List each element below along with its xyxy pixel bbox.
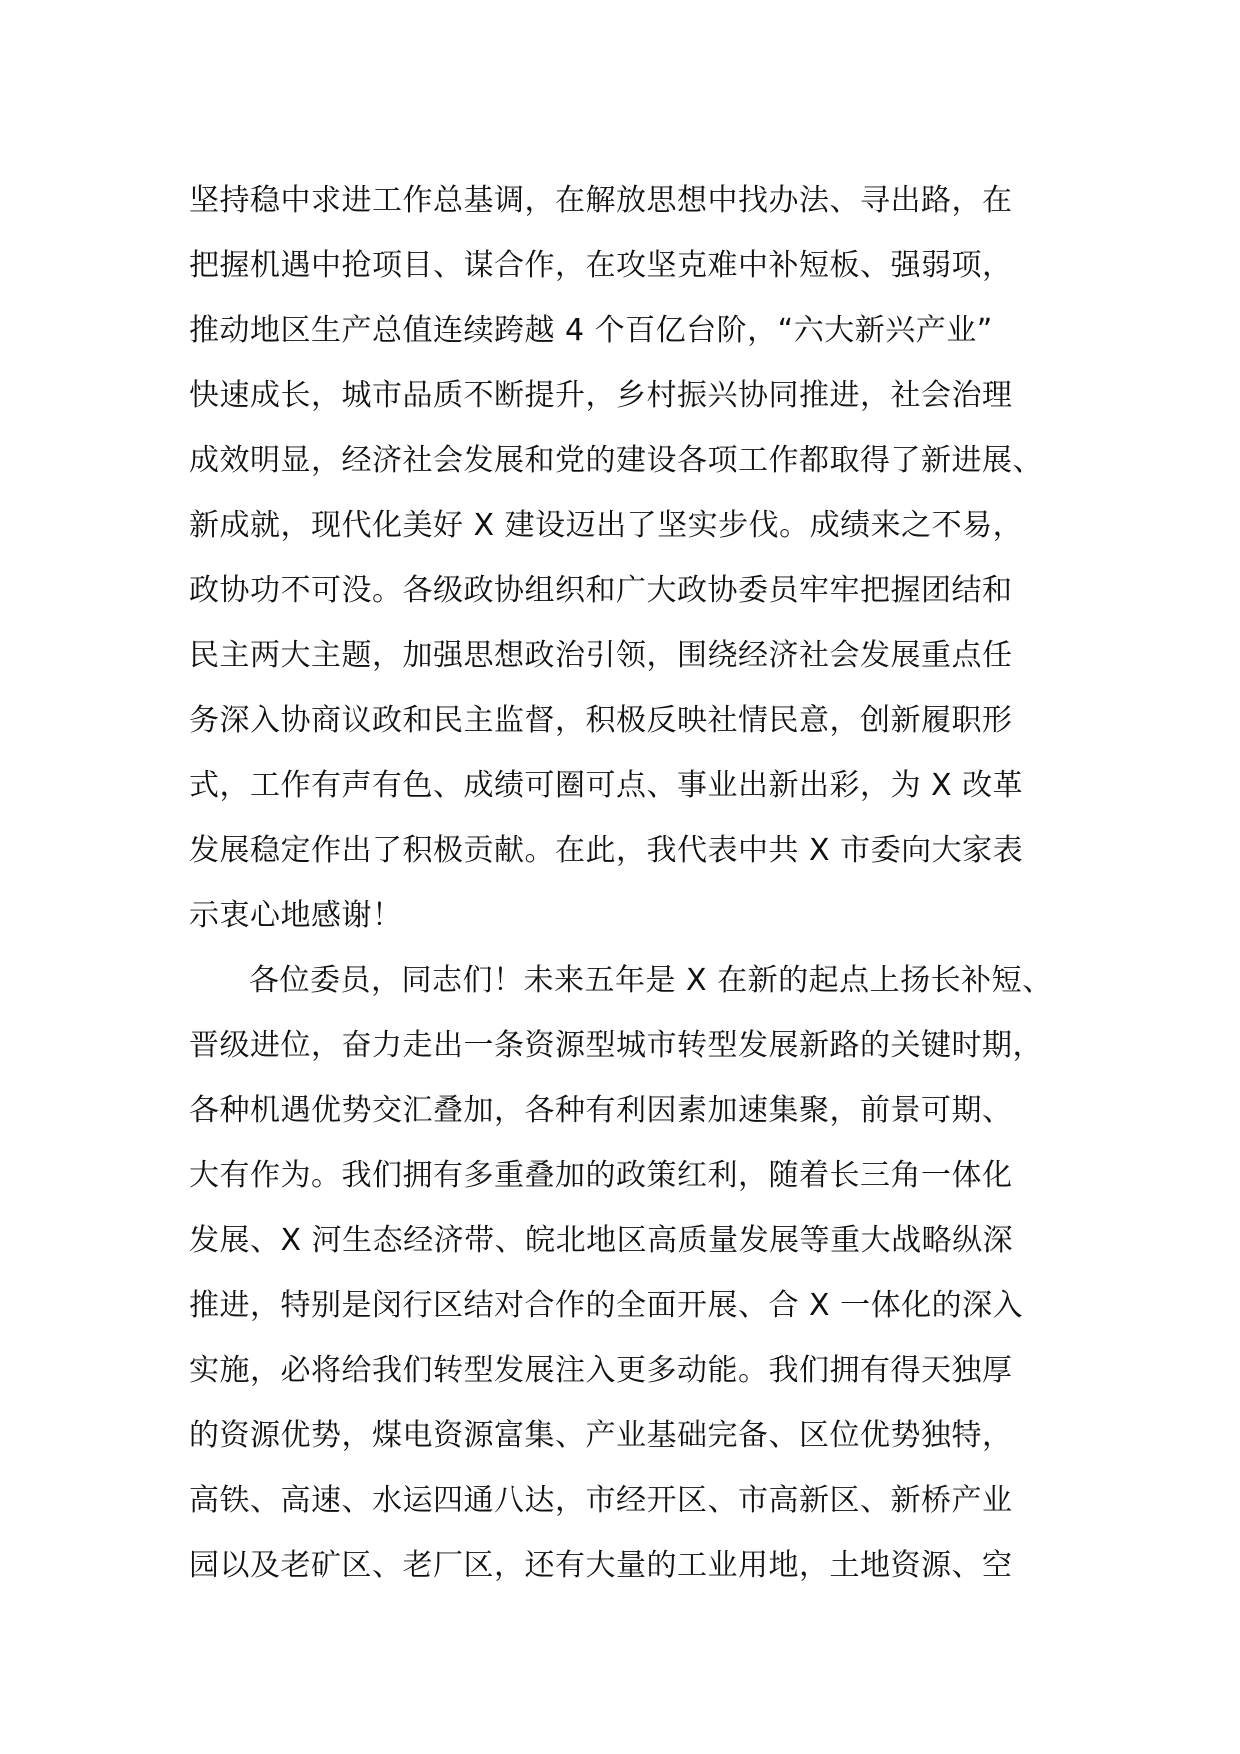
text-line: 大有作为。我们拥有多重叠加的政策红利，随着长三角一体化: [189, 1158, 1013, 1193]
text-line: 发展稳定作出了积极贡献。在此，我代表中共 X 市委向大家表: [189, 833, 1024, 868]
text-line: 新成就，现代化美好 X 建设迈出了坚实步伐。成绩来之不易，: [189, 508, 1024, 543]
text-line: 示衷心地感谢！: [189, 898, 403, 933]
text-line: 务深入协商议政和民主监督，积极反映社情民意，创新履职形: [189, 703, 1013, 738]
text-line-indented: 各位委员，同志们！未来五年是 X 在新的起点上扬长补短、: [249, 963, 1053, 998]
paragraph-2: [189, 948, 1109, 1598]
text-line: 发展、X 河生态经济带、皖北地区高质量发展等重大战略纵深: [189, 1223, 1014, 1258]
text-line: 实施，必将给我们转型发展注入更多动能。我们拥有得天独厚: [189, 1353, 1013, 1388]
text-line: 把握机遇中抢项目、谋合作，在攻坚克难中补短板、强弱项，: [189, 248, 1013, 283]
text-line: 成效明显，经济社会发展和党的建设各项工作都取得了新进展、: [189, 443, 1043, 478]
text-line: 推动地区生产总值连续跨越 4 个百亿台阶，“六大新兴产业”: [189, 313, 993, 348]
text-line: 式，工作有声有色、成绩可圈可点、事业出新出彩，为 X 改革: [189, 768, 1024, 803]
text-line: 推进，特别是闵行区结对合作的全面开展、合 X 一体化的深入: [189, 1288, 1024, 1323]
text-line: 快速成长，城市品质不断提升，乡村振兴协同推进，社会治理: [189, 378, 1013, 413]
text-line: 高铁、高速、水运四通八达，市经开区、市高新区、新桥产业: [189, 1483, 1013, 1518]
text-line: 民主两大主题，加强思想政治引领，围绕经济社会发展重点任: [189, 638, 1013, 673]
paragraph-1: [189, 168, 1109, 948]
text-line: 政协功不可没。各级政协组织和广大政协委员牢牢把握团结和: [189, 573, 1013, 608]
body-text: [189, 168, 1109, 1598]
text-line: 坚持稳中求进工作总基调，在解放思想中找办法、寻出路，在: [189, 183, 1013, 218]
text-line: 园以及老矿区、老厂区，还有大量的工业用地，土地资源、空: [189, 1548, 1013, 1583]
text-line: 晋级进位，奋力走出一条资源型城市转型发展新路的关键时期，: [189, 1028, 1043, 1063]
text-line: 各种机遇优势交汇叠加，各种有利因素加速集聚，前景可期、: [189, 1093, 1013, 1128]
text-line: 的资源优势，煤电资源富集、产业基础完备、区位优势独特，: [189, 1418, 1013, 1453]
